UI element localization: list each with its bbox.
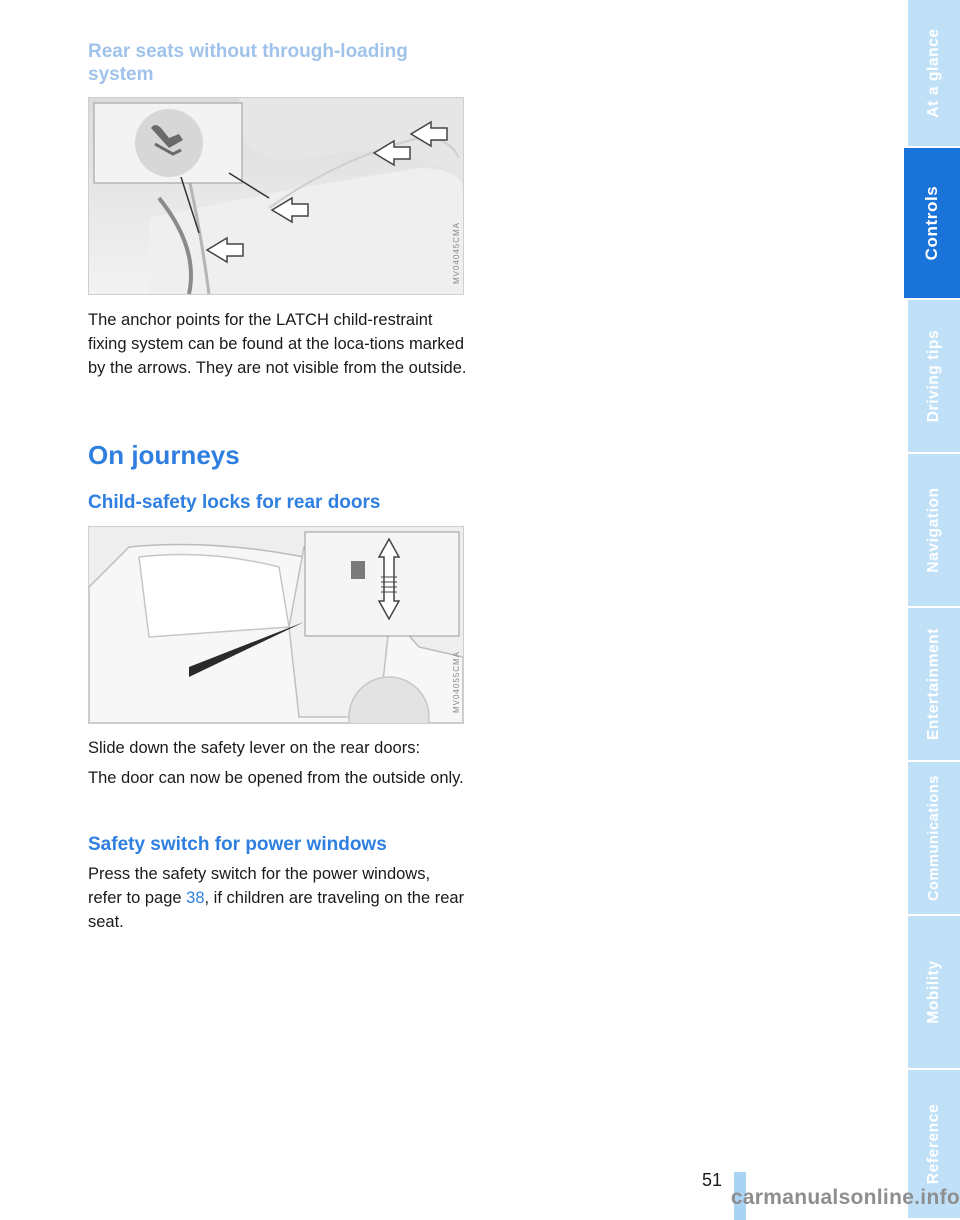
tab-entertainment[interactable] (908, 608, 960, 762)
tab-label: Reference (925, 1103, 942, 1185)
figure-code: MV04055CMA (452, 650, 461, 713)
rear-seat-illustration (89, 98, 463, 294)
tab-navigation[interactable] (908, 454, 960, 608)
section-heading-rear-seats: Rear seats without through-loading system (88, 41, 408, 85)
safety-switch-paragraph (88, 862, 468, 934)
child-lock-paragraph-2: The door can now be opened from the outside only. (88, 769, 464, 787)
latch-anchor-figure (88, 97, 464, 295)
tab-driving-tips[interactable] (908, 300, 960, 454)
child-lock-paragraph-1: Slide down the safety lever on the rear doors: (88, 739, 421, 757)
tab-label: At a glance (925, 28, 942, 118)
tab-label: Communications (926, 774, 942, 902)
tab-label: Entertainment (925, 627, 942, 741)
tab-label: Driving tips (925, 329, 942, 423)
lever-icon (351, 561, 365, 579)
tab-mobility[interactable] (908, 916, 960, 1070)
figure-code: MV04045CMA (452, 221, 461, 284)
rear-door-illustration (89, 527, 463, 723)
watermark: carmanualsonline.info (730, 1186, 960, 1209)
subheading-child-safety-locks: Child-safety locks for rear doors (88, 492, 381, 513)
tab-communications[interactable] (908, 762, 960, 916)
tab-label: Navigation (925, 487, 942, 573)
child-lock-figure (88, 526, 464, 724)
tab-label: Mobility (925, 960, 942, 1024)
tab-at-a-glance[interactable] (908, 0, 960, 148)
chapter-sidebar (908, 0, 960, 1220)
page-link-38[interactable]: 38 (186, 889, 205, 907)
safety-switch-text-1: Press the safety switch for the power windows, refer to page (88, 865, 431, 907)
subheading-safety-switch: Safety switch for power windows (88, 834, 387, 855)
tab-label: Controls (922, 185, 941, 261)
latch-paragraph: The anchor points for the LATCH child-restraint fixing system can be found at the loca-tions marked by the arrows. They are not visible from the outside. (88, 311, 467, 377)
safety-switch-text-2: , if children are traveling on the rear seat. (88, 889, 465, 931)
section-heading-on-journeys: On journeys (88, 440, 240, 470)
tab-controls[interactable] (904, 148, 960, 300)
page-number: 51 (702, 1170, 723, 1190)
